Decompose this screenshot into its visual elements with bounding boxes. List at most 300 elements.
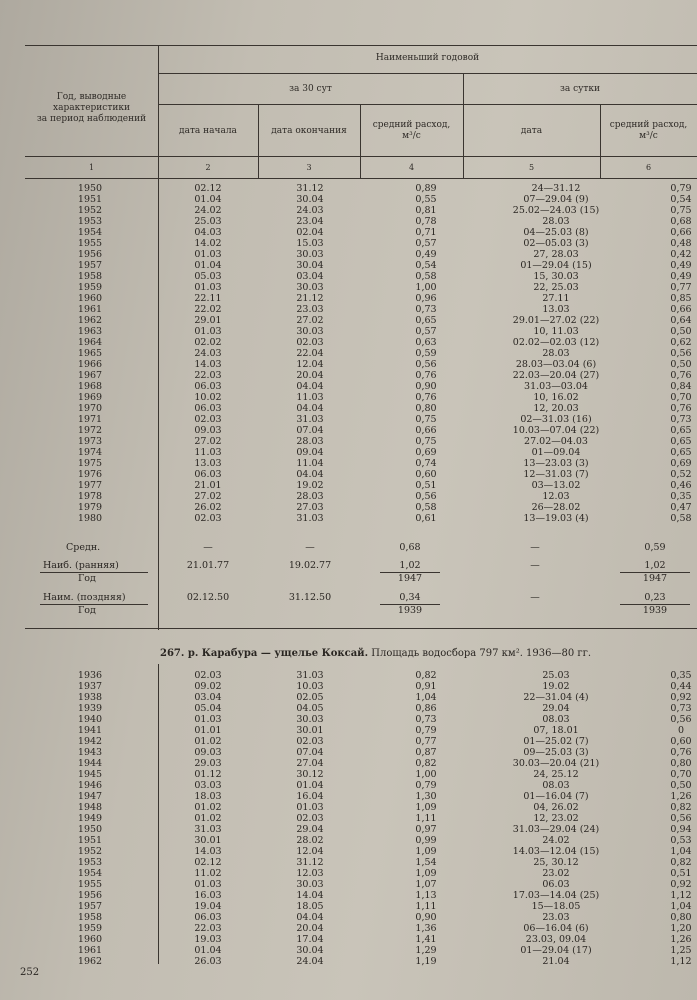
page-number: 252: [20, 967, 40, 978]
table1-row: [65, 414, 697, 425]
table2-row: [65, 857, 697, 868]
table2-cell-avg-flow-day: 0,56: [670, 714, 692, 725]
table2-row: [65, 912, 697, 923]
table1-row: [65, 425, 697, 436]
table1-cell-date: 10, 11.03: [533, 326, 579, 337]
table1-cell-year: 1959: [77, 282, 103, 293]
table2-cell-start-date: 14.03: [194, 846, 222, 857]
table2-cell-end-date: 30.12: [296, 769, 324, 780]
table1-cell-year: 1962: [77, 315, 103, 326]
table1-row: [65, 304, 697, 315]
table1-cell-date: 03—13.02: [531, 480, 581, 491]
table1-cell-end-date: 11.03: [296, 392, 324, 403]
table2-row: [65, 681, 697, 692]
table2-row: [65, 714, 697, 725]
table1-row: [65, 205, 697, 216]
table2-cell-start-date: 02.03: [194, 670, 222, 681]
table1-cell-start-date: 02.12: [194, 183, 222, 194]
table1-cell-avg-flow-day: 0,84: [670, 381, 692, 392]
table1-cell-avg-flow-30: 0,73: [415, 304, 437, 315]
table2-cell-avg-flow-day: 0,76: [670, 747, 692, 758]
table2-cell-avg-flow-30: 0,77: [415, 736, 437, 747]
table2-cell-start-date: 01.01: [194, 725, 222, 736]
stat-min-year-c4: 1939: [397, 605, 423, 616]
table1-cell-start-date: 27.02: [194, 436, 222, 447]
table2-cell-avg-flow-day: 0,44: [670, 681, 692, 692]
header-rule-3: [25, 156, 697, 157]
table1-cell-avg-flow-day: 0,75: [670, 205, 692, 216]
table2-cell-end-date: 07.04: [296, 747, 324, 758]
table1-cell-year: 1968: [77, 381, 103, 392]
table2-row: [65, 725, 697, 736]
table2-row: [65, 736, 697, 747]
table2-cell-avg-flow-day: 0,53: [670, 835, 692, 846]
table1-cell-start-date: 09.03: [194, 425, 222, 436]
table1-cell-end-date: 31.12: [296, 183, 324, 194]
table1-cell-date: 28.03: [542, 216, 570, 227]
table2-cell-end-date: 02.03: [296, 736, 324, 747]
table1-cell-date: 26—28.02: [531, 502, 581, 513]
table1-cell-start-date: 26.02: [194, 502, 222, 513]
table1-cell-year: 1952: [77, 205, 103, 216]
section-2-title: [160, 648, 591, 659]
table1-cell-start-date: 25.03: [194, 216, 222, 227]
table2-row: [65, 791, 697, 802]
table1-cell-end-date: 07.04: [296, 425, 324, 436]
stat-max-label: Наиб. (ранняя): [43, 560, 119, 571]
table1-cell-year: 1956: [77, 249, 103, 260]
table1-cell-year: 1979: [77, 502, 103, 513]
stat-max-c3: 19.02.77: [288, 560, 332, 571]
table2-cell-end-date: 29.04: [296, 824, 324, 835]
table1-cell-end-date: 28.03: [296, 491, 324, 502]
table2-cell-year: 1943: [77, 747, 103, 758]
table1-cell-avg-flow-30: 0,56: [415, 491, 437, 502]
table1-cell-avg-flow-day: 0,47: [670, 502, 692, 513]
table1-cell-start-date: 10.02: [194, 392, 222, 403]
table1-cell-avg-flow-30: 0,76: [415, 370, 437, 381]
header-rule-4: [25, 178, 697, 179]
table1-cell-avg-flow-30: 0,55: [415, 194, 437, 205]
table1-cell-start-date: 02.03: [194, 414, 222, 425]
header-avg-30-line2: м³/с: [402, 131, 421, 141]
table2-cell-avg-flow-day: 0,80: [670, 912, 692, 923]
table1-cell-avg-flow-day: 0,79: [670, 183, 692, 194]
col-number-4: 4: [408, 163, 415, 172]
table1-row: [65, 392, 697, 403]
table1-cell-year: 1970: [77, 403, 103, 414]
table2-cell-avg-flow-30: 0,87: [415, 747, 437, 758]
table2-cell-year: 1962: [77, 956, 103, 967]
table1-cell-avg-flow-30: 0,75: [415, 414, 437, 425]
table2-cell-avg-flow-30: 0,73: [415, 714, 437, 725]
table2-cell-start-date: 03.04: [194, 692, 222, 703]
table1-cell-year: 1963: [77, 326, 103, 337]
table1-cell-avg-flow-day: 0,66: [670, 227, 692, 238]
table2-cell-end-date: 30.03: [296, 714, 324, 725]
stat-max-c2: 21.01.77: [186, 560, 230, 571]
header-rule-1: [158, 73, 697, 74]
table2-cell-start-date: 02.12: [194, 857, 222, 868]
table1-cell-avg-flow-30: 0,80: [415, 403, 437, 414]
table1-cell-avg-flow-day: 0,66: [670, 304, 692, 315]
table2-cell-end-date: 30.03: [296, 879, 324, 890]
stat-max-c6: 1,02: [644, 560, 666, 571]
table1-cell-end-date: 15.03: [296, 238, 324, 249]
table1-cell-date: 13—19.03 (4): [523, 513, 589, 524]
table1-row: [65, 337, 697, 348]
table2-cell-end-date: 18.05: [296, 901, 324, 912]
table1-cell-date: 01—29.04 (15): [520, 260, 592, 271]
table2-cell-avg-flow-day: 1,04: [670, 901, 692, 912]
table1-cell-start-date: 14.02: [194, 238, 222, 249]
table1-cell-avg-flow-day: 0,42: [670, 249, 692, 260]
table1-cell-date: 15, 30.03: [533, 271, 579, 282]
table2-row: [65, 890, 697, 901]
table2-cell-year: 1940: [77, 714, 103, 725]
table2-cell-avg-flow-30: 1,19: [415, 956, 437, 967]
table2-cell-avg-flow-day: 0,92: [670, 692, 692, 703]
table2-cell-avg-flow-30: 1,11: [415, 813, 437, 824]
stat-max-c5: —: [530, 560, 540, 571]
table2-cell-date: 12, 23.02: [533, 813, 579, 824]
table1-cell-avg-flow-30: 0,96: [415, 293, 437, 304]
table1-cell-date: 27, 28.03: [533, 249, 579, 260]
table1-cell-avg-flow-30: 0,66: [415, 425, 437, 436]
table1-cell-avg-flow-30: 0,75: [415, 436, 437, 447]
table2-cell-avg-flow-day: 0,92: [670, 879, 692, 890]
table1-cell-avg-flow-30: 0,71: [415, 227, 437, 238]
col-number-3: 3: [306, 163, 312, 172]
header-col1-line1: Год, выводные: [56, 92, 127, 102]
table1-cell-avg-flow-30: 0,51: [415, 480, 437, 491]
table2-cell-date: 09—25.03 (3): [523, 747, 589, 758]
table2-cell-avg-flow-30: 1,13: [415, 890, 437, 901]
table1-cell-start-date: 01.03: [194, 326, 222, 337]
stat-max-year-c6: 1947: [642, 573, 668, 584]
table2-cell-year: 1953: [77, 857, 103, 868]
table2-cell-end-date: 02.03: [296, 813, 324, 824]
table1-cell-start-date: 05.03: [194, 271, 222, 282]
table2-cell-end-date: 10.03: [296, 681, 324, 692]
table1-row: [65, 502, 697, 513]
table1-row: [65, 359, 697, 370]
table1-cell-date: 02—31.03 (16): [520, 414, 592, 425]
stat-max-year-label: Год: [78, 573, 96, 584]
table2-cell-date: 04, 26.02: [533, 802, 579, 813]
table2-cell-end-date: 31.03: [296, 670, 324, 681]
table2-cell-avg-flow-day: 0,80: [670, 758, 692, 769]
table1-cell-start-date: 22.02: [194, 304, 222, 315]
table2-row: [65, 747, 697, 758]
table1-cell-avg-flow-day: 0,65: [670, 425, 692, 436]
table2-cell-start-date: 01.02: [194, 802, 222, 813]
table2-cell-end-date: 12.03: [296, 868, 324, 879]
table1-cell-date: 29.01—27.02 (22): [512, 315, 600, 326]
table1-cell-date: 07—29.04 (9): [523, 194, 589, 205]
stat-mean-c4: 0,68: [399, 542, 421, 553]
table2-cell-end-date: 01.03: [296, 802, 324, 813]
table1-cell-avg-flow-day: 0,65: [670, 436, 692, 447]
table2-cell-start-date: 11.02: [194, 868, 222, 879]
table2-cell-date: 01—29.04 (17): [520, 945, 592, 956]
table2-cell-year: 1949: [77, 813, 103, 824]
table1-cell-date: 22.03—20.04 (27): [512, 370, 600, 381]
table2-cell-year: 1942: [77, 736, 103, 747]
table1-cell-avg-flow-day: 0,85: [670, 293, 692, 304]
table1-cell-end-date: 09.04: [296, 447, 324, 458]
table2-cell-year: 1950: [77, 824, 103, 835]
table2-cell-avg-flow-30: 0,99: [415, 835, 437, 846]
table2-cell-avg-flow-30: 1,09: [415, 846, 437, 857]
table2-cell-date: 31.03—29.04 (24): [512, 824, 600, 835]
table2-cell-start-date: 19.04: [194, 901, 222, 912]
table2-cell-end-date: 20.04: [296, 923, 324, 934]
table1-cell-start-date: 01.03: [194, 282, 222, 293]
table1-cell-date: 27.02—04.03: [524, 436, 588, 447]
table1-cell-date: 02.02—02.03 (12): [512, 337, 600, 348]
table1-cell-start-date: 22.11: [194, 293, 222, 304]
table1-cell-start-date: 14.03: [194, 359, 222, 370]
table1-cell-end-date: 02.03: [296, 337, 324, 348]
table2-cell-end-date: 28.02: [296, 835, 324, 846]
table2-cell-end-date: 01.04: [296, 780, 324, 791]
table1-cell-year: 1958: [77, 271, 103, 282]
table2-cell-end-date: 16.04: [296, 791, 324, 802]
table1-cell-avg-flow-day: 0,73: [670, 414, 692, 425]
table1-cell-date: 10.03—07.04 (22): [512, 425, 600, 436]
table2-cell-start-date: 01.04: [194, 945, 222, 956]
table1-row: [65, 513, 697, 524]
table2-cell-start-date: 05.04: [194, 703, 222, 714]
table1-row: [65, 370, 697, 381]
table2-cell-avg-flow-day: 0: [677, 725, 685, 736]
table2-row: [65, 956, 697, 967]
table1-row: [65, 238, 697, 249]
table2-cell-start-date: 22.03: [194, 923, 222, 934]
header-col1-line3: за период наблюдений: [36, 114, 147, 124]
table2-cell-end-date: 02.05: [296, 692, 324, 703]
table1-cell-year: 1967: [77, 370, 103, 381]
table1-cell-end-date: 28.03: [296, 436, 324, 447]
table2-cell-end-date: 30.04: [296, 945, 324, 956]
table1-cell-avg-flow-30: 0,49: [415, 249, 437, 260]
table2-cell-date: 23.02: [542, 868, 570, 879]
table2-cell-date: 19.02: [542, 681, 570, 692]
table1-cell-end-date: 30.04: [296, 194, 324, 205]
top-rule: [25, 45, 697, 46]
table1-cell-year: 1950: [77, 183, 103, 194]
table1-cell-year: 1975: [77, 458, 103, 469]
header-main-title: Наименьший годовой: [375, 53, 480, 63]
table2-cell-date: 30.03—20.04 (21): [512, 758, 600, 769]
table2-cell-start-date: 09.03: [194, 747, 222, 758]
table1-cell-year: 1977: [77, 480, 103, 491]
table2-cell-start-date: 01.02: [194, 813, 222, 824]
table2-cell-date: 06—16.04 (6): [523, 923, 589, 934]
stat-min-year-c6: 1939: [642, 605, 668, 616]
table2-row: [65, 780, 697, 791]
table2-cell-start-date: 30.01: [194, 835, 222, 846]
table1-cell-date: 13—23.03 (3): [523, 458, 589, 469]
table1-cell-avg-flow-day: 0,52: [670, 469, 692, 480]
table2-cell-year: 1954: [77, 868, 103, 879]
table1-cell-end-date: 02.04: [296, 227, 324, 238]
stat-min-c6: 0,23: [644, 592, 666, 603]
table2-row: [65, 703, 697, 714]
table1-cell-avg-flow-day: 0,77: [670, 282, 692, 293]
table1-cell-date: 24—31.12: [531, 183, 581, 194]
table1-cell-avg-flow-day: 0,49: [670, 260, 692, 271]
table1-cell-end-date: 30.03: [296, 326, 324, 337]
table1-cell-avg-flow-day: 0,54: [670, 194, 692, 205]
table2-row: [65, 802, 697, 813]
stat-max-c4: 1,02: [399, 560, 421, 571]
table2-row: [65, 846, 697, 857]
table1-cell-avg-flow-30: 1,00: [415, 282, 437, 293]
table1-cell-year: 1969: [77, 392, 103, 403]
table1-cell-end-date: 23.04: [296, 216, 324, 227]
table2-cell-avg-flow-day: 0,35: [670, 670, 692, 681]
table2-cell-start-date: 18.03: [194, 791, 222, 802]
table1-cell-avg-flow-day: 0,65: [670, 447, 692, 458]
table1-cell-start-date: 04.03: [194, 227, 222, 238]
table2-cell-start-date: 01.12: [194, 769, 222, 780]
table2-cell-date: 06.03: [542, 879, 570, 890]
table2-cell-start-date: 19.03: [194, 934, 222, 945]
table1-cell-end-date: 30.04: [296, 260, 324, 271]
table1-cell-avg-flow-30: 0,58: [415, 271, 437, 282]
table2-cell-year: 1936: [77, 670, 103, 681]
table2-cell-avg-flow-30: 1,00: [415, 769, 437, 780]
table1-cell-year: 1964: [77, 337, 103, 348]
table2-row: [65, 835, 697, 846]
table2-cell-start-date: 09.02: [194, 681, 222, 692]
table1-cell-date: 10, 16.02: [533, 392, 579, 403]
table2-cell-avg-flow-day: 1,20: [670, 923, 692, 934]
table1-cell-start-date: 02.03: [194, 513, 222, 524]
table2-row: [65, 670, 697, 681]
stat-mean-c6: 0,59: [644, 542, 666, 553]
table2-row: [65, 879, 697, 890]
table1-cell-date: 12, 20.03: [533, 403, 579, 414]
table2-cell-year: 1955: [77, 879, 103, 890]
table1-cell-end-date: 27.03: [296, 502, 324, 513]
table1-row: [65, 436, 697, 447]
table1-row: [65, 183, 697, 194]
col-number-1: 1: [88, 163, 95, 172]
table1-cell-year: 1978: [77, 491, 103, 502]
stat-min-c4: 0,34: [399, 592, 421, 603]
table1-cell-avg-flow-30: 0,90: [415, 381, 437, 392]
table2-cell-avg-flow-30: 0,91: [415, 681, 437, 692]
table1-cell-end-date: 04.04: [296, 403, 324, 414]
table1-row: [65, 480, 697, 491]
stat-min-label: Наим. (поздняя): [43, 592, 126, 603]
header-group-day: за сутки: [559, 84, 601, 94]
table2-cell-year: 1947: [77, 791, 103, 802]
header-date: дата: [520, 126, 543, 136]
table1-cell-start-date: 13.03: [194, 458, 222, 469]
table2-row: [65, 758, 697, 769]
table1-cell-start-date: 06.03: [194, 469, 222, 480]
table2-cell-year: 1939: [77, 703, 103, 714]
table1-cell-end-date: 31.03: [296, 513, 324, 524]
table2-cell-start-date: 01.02: [194, 736, 222, 747]
table2-cell-start-date: 01.03: [194, 714, 222, 725]
col-number-6: 6: [645, 163, 652, 172]
table2-cell-year: 1946: [77, 780, 103, 791]
table1-cell-end-date: 22.04: [296, 348, 324, 359]
table2-cell-avg-flow-30: 1,41: [415, 934, 437, 945]
table2-cell-avg-flow-day: 1,25: [670, 945, 692, 956]
stat-mean-c2: —: [203, 542, 213, 553]
header-rule-2: [158, 104, 697, 105]
table1-row: [65, 282, 697, 293]
table1-cell-avg-flow-30: 0,74: [415, 458, 437, 469]
table1-row: [65, 447, 697, 458]
table1-cell-year: 1954: [77, 227, 103, 238]
table2-cell-date: 07, 18.01: [533, 725, 579, 736]
table2-cell-end-date: 04.05: [296, 703, 324, 714]
table2-cell-avg-flow-30: 1,54: [415, 857, 437, 868]
table1-row: [65, 216, 697, 227]
table1-cell-avg-flow-day: 0,62: [670, 337, 692, 348]
table2-cell-avg-flow-day: 0,82: [670, 802, 692, 813]
table2-cell-end-date: 04.04: [296, 912, 324, 923]
table2-cell-year: 1951: [77, 835, 103, 846]
table2-cell-date: 23.03: [542, 912, 570, 923]
table1-cell-date: 28.03: [542, 348, 570, 359]
table2-cell-avg-flow-day: 1,26: [670, 934, 692, 945]
table2-cell-date: 21.04: [542, 956, 570, 967]
table2-cell-date: 22—31.04 (4): [523, 692, 589, 703]
table1-row: [65, 227, 697, 238]
table1-row: [65, 381, 697, 392]
col-number-2: 2: [205, 163, 211, 172]
table2-row: [65, 901, 697, 912]
table1-cell-avg-flow-day: 0,46: [670, 480, 692, 491]
table2-cell-start-date: 26.03: [194, 956, 222, 967]
header-col1-line2: характеристики: [53, 103, 130, 113]
table2-cell-avg-flow-day: 0,94: [670, 824, 692, 835]
table1-cell-date: 02—05.03 (3): [523, 238, 589, 249]
table1-cell-start-date: 06.03: [194, 381, 222, 392]
table1-cell-date: 28.03—03.04 (6): [515, 359, 597, 370]
table1-cell-avg-flow-day: 0,50: [670, 326, 692, 337]
stat-min-c5: —: [530, 592, 540, 603]
table1-cell-avg-flow-30: 0,78: [415, 216, 437, 227]
table1-cell-date: 27.11: [542, 293, 570, 304]
table2-row: [65, 692, 697, 703]
table2-cell-avg-flow-30: 1,30: [415, 791, 437, 802]
table1-cell-year: 1961: [77, 304, 103, 315]
table1-cell-avg-flow-day: 0,69: [670, 458, 692, 469]
table2-cell-avg-flow-30: 0,82: [415, 758, 437, 769]
table1-cell-avg-flow-day: 0,48: [670, 238, 692, 249]
table1-cell-date: 22, 25.03: [533, 282, 579, 293]
table2-cell-date: 14.03—12.04 (15): [512, 846, 600, 857]
table2-cell-avg-flow-day: 0,73: [670, 703, 692, 714]
table1-cell-end-date: 03.04: [296, 271, 324, 282]
table2-cell-avg-flow-30: 0,79: [415, 780, 437, 791]
header-end-date: дата окончания: [271, 126, 347, 136]
table2-row: [65, 945, 697, 956]
table2-cell-end-date: 30.01: [296, 725, 324, 736]
table1-cell-avg-flow-30: 0,76: [415, 392, 437, 403]
table1-cell-end-date: 19.02: [296, 480, 324, 491]
table2-cell-avg-flow-day: 0,50: [670, 780, 692, 791]
